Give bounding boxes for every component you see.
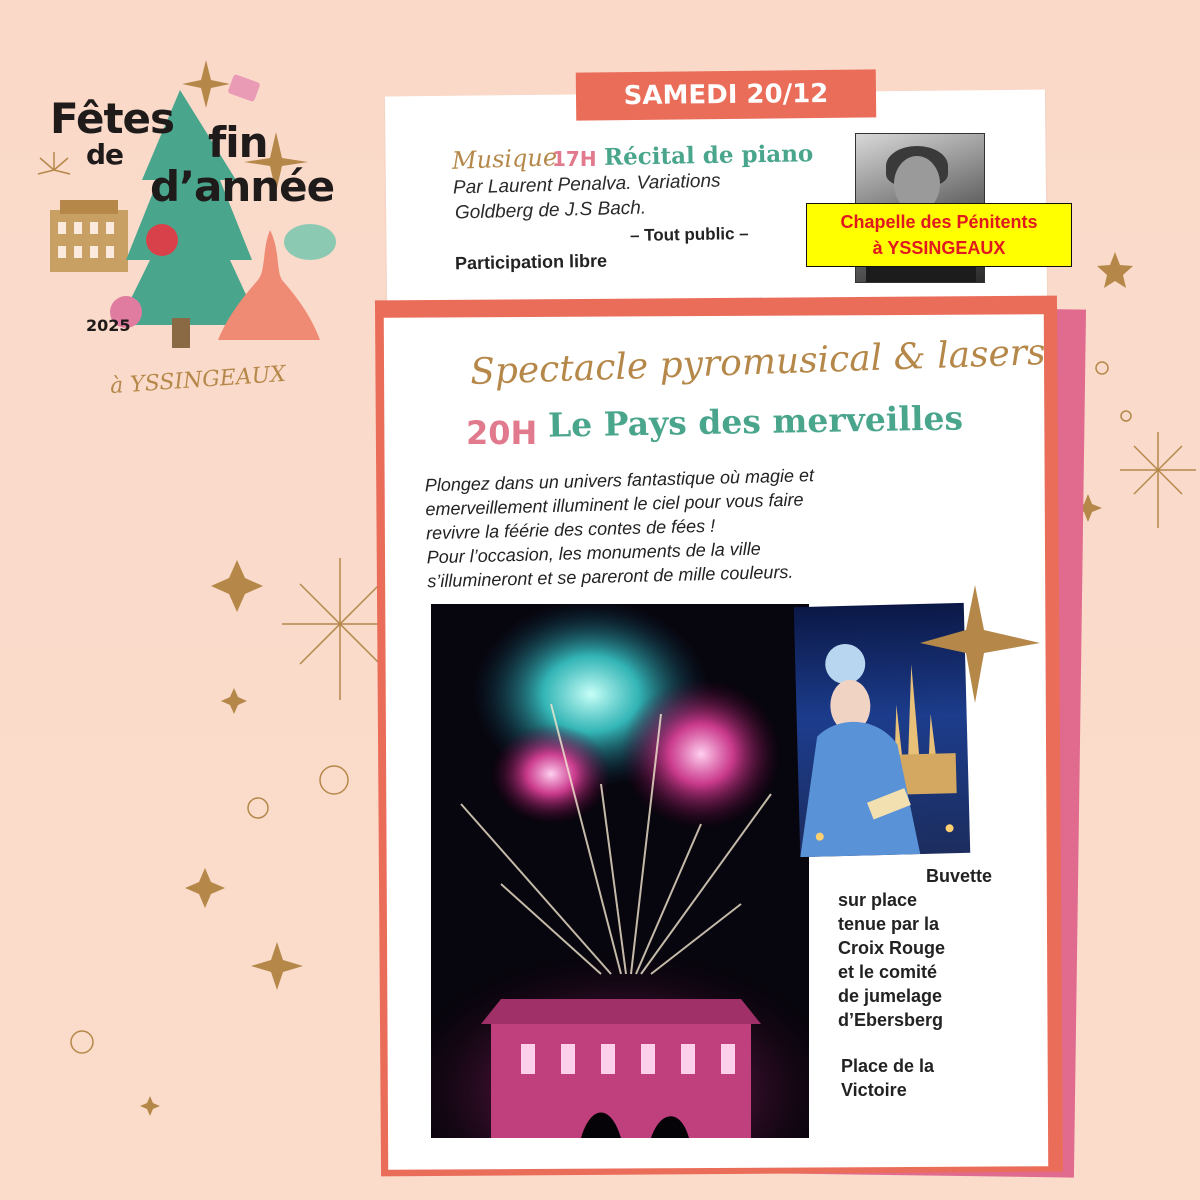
logo-title-line4: d’année: [150, 162, 335, 211]
show-description-line: s’illumineront et se pareront de mille couleurs.: [427, 561, 794, 592]
circle-icon: [1121, 411, 1131, 421]
refreshment-line: d’Ebersberg: [838, 1010, 944, 1030]
show-description-line: revivre la féérie des contes de fées !: [425, 515, 716, 544]
star-icon: [1097, 252, 1133, 288]
logo-place: à YSSINGEAUX: [109, 361, 287, 400]
refreshment-info: [838, 864, 1018, 1032]
sparkle-icon: [185, 868, 225, 908]
recital-title: Récital de piano: [603, 140, 814, 171]
refreshment-line: Buvette: [926, 866, 993, 886]
show-description-line: Plongez dans un univers fantastique où magie et: [424, 465, 815, 496]
date-banner: SAMEDI 20/12: [576, 69, 876, 120]
fireworks-photo: [431, 604, 809, 1138]
logo-title-line3: fin: [208, 118, 268, 167]
refreshment-line: de jumelage: [838, 986, 943, 1006]
show-time: 20H: [466, 414, 538, 452]
location-line: Victoire: [841, 1080, 907, 1100]
recital-description-line2: Goldberg de J.S Bach.: [454, 197, 647, 224]
sparkle-icon: [211, 560, 263, 612]
recital-participation: Participation libre: [454, 250, 608, 274]
recital-description-line1: Par Laurent Penalva. Variations: [452, 170, 721, 199]
show-title: Le Pays des merveilles: [547, 398, 964, 445]
show-category: Spectacle pyromusical & lasers: [469, 331, 1047, 394]
festival-logo: [30, 50, 360, 410]
sparkle-icon: [251, 942, 303, 990]
show-description-line: emerveillement illuminent le ciel pour vous faire: [425, 489, 804, 520]
recital-time: 17H: [552, 147, 597, 171]
logo-year: 2025: [86, 316, 131, 335]
sparkle-icon: [221, 688, 247, 714]
circle-icon: [248, 798, 268, 818]
venue-line1: Chapelle des Pénitents: [840, 212, 1038, 232]
refreshment-line: Croix Rouge: [838, 938, 946, 958]
logo-title-line2: de: [86, 138, 124, 171]
gold-star-icon: [920, 585, 1040, 705]
show-description: [425, 459, 988, 594]
circle-icon: [1096, 362, 1108, 374]
show-location: [841, 1054, 1001, 1102]
circle-icon: [71, 1031, 93, 1053]
venue-line2: à YSSINGEAUX: [872, 238, 1006, 258]
recital-audience: – Tout public –: [629, 223, 749, 246]
refreshment-line: tenue par la: [838, 914, 940, 934]
show-description-line: Pour l’occasion, les monuments de la ville: [426, 538, 762, 568]
location-line: Place de la: [841, 1056, 935, 1076]
sparkle-icon: [140, 1096, 160, 1116]
refreshment-line: sur place: [838, 890, 918, 910]
line-sparkle-icon: [1120, 432, 1196, 528]
logo-title-line1: Fêtes: [50, 94, 175, 143]
recital-category: Musique: [451, 143, 558, 175]
circle-icon: [320, 766, 348, 794]
venue-label: [806, 203, 1072, 267]
refreshment-line: et le comité: [838, 962, 938, 982]
